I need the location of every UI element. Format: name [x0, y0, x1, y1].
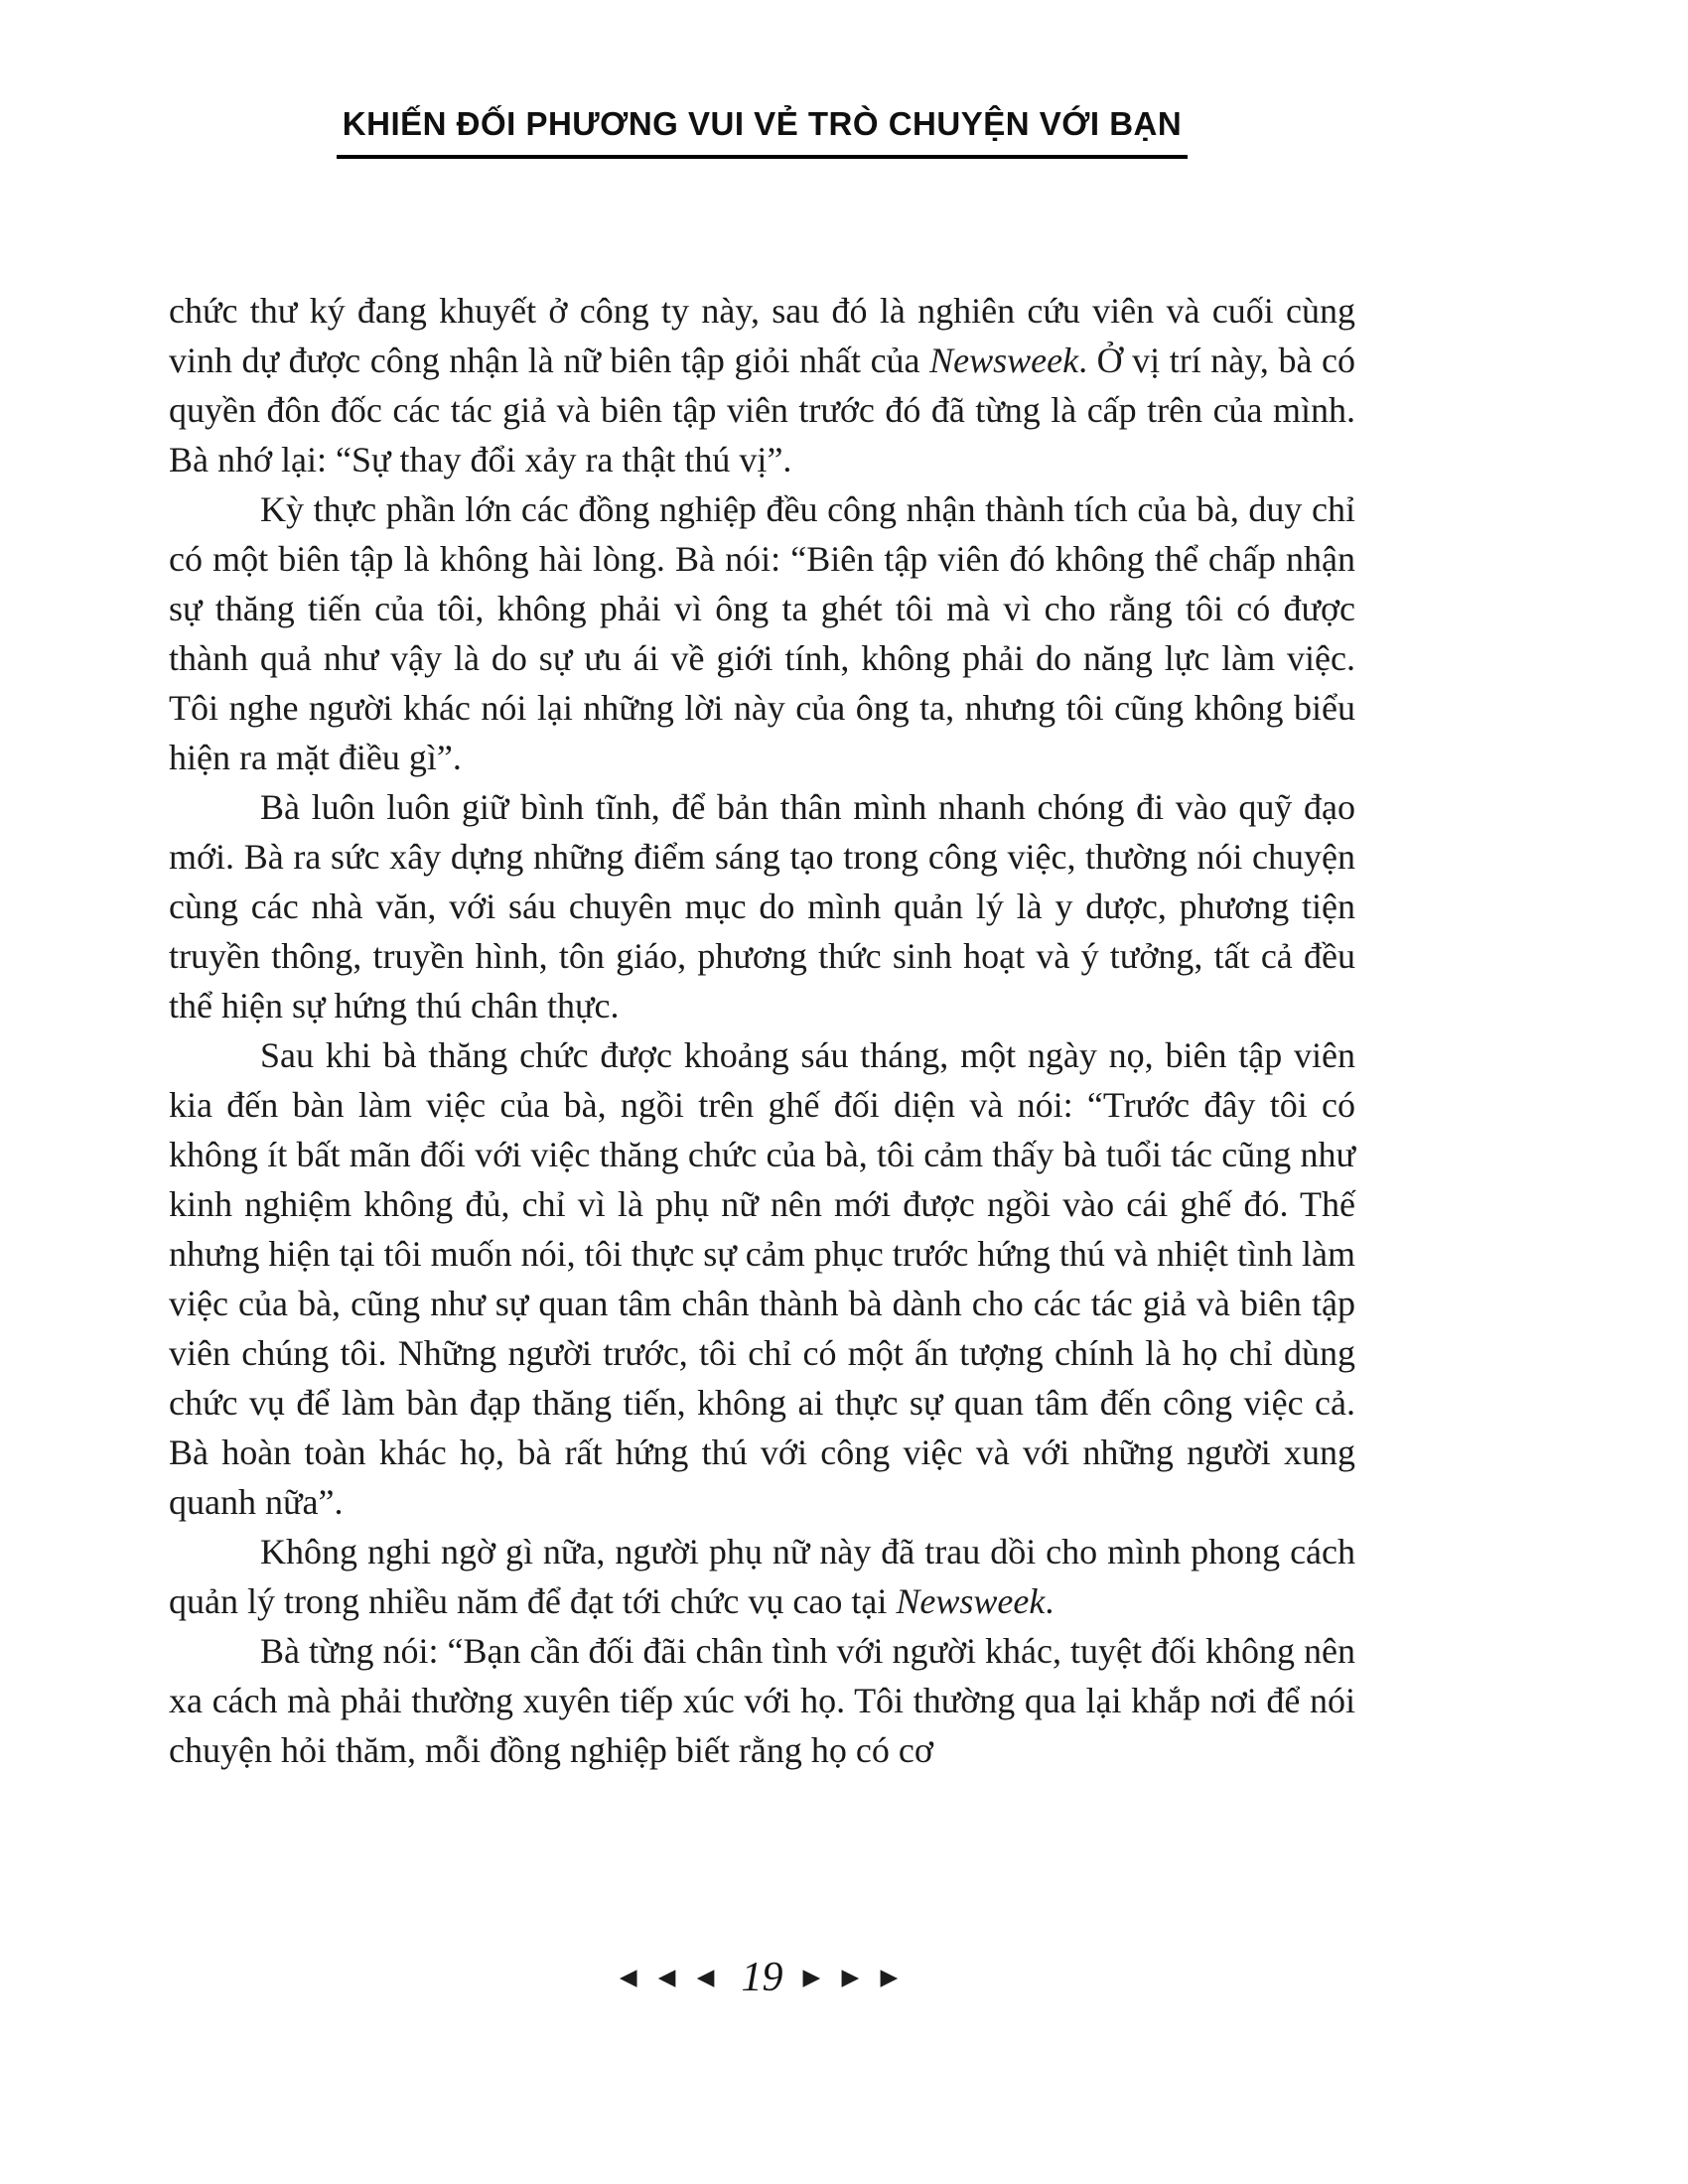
left-arrows-icon: ◀ ◀ ◀: [619, 1965, 722, 1990]
content-column: [169, 0, 1355, 1775]
text-run: Sau khi bà thăng chức được khoảng sáu tháng, một ngày nọ, biên tập viên kia đến bàn làm việc của bà, ngồi trên ghế đối diện và nói: “Trước đây tôi có không ít bất mãn đối với việc thăng chức của bà, tôi cảm thấy bà tuổi tác cũng như kinh nghiệm không đủ, chỉ vì là phụ nữ nên mới được ngồi vào cái ghế đó. Thế nhưng hiện tại tôi muốn nói, tôi thực sự cảm phục trước hứng thú và nhiệt tình làm việc của bà, cũng như sự quan tâm chân thành bà dành cho các tác giả và biên tập viên chúng tôi. Những người trước, tôi chỉ có một ấn tượng chính là họ chỉ dùng chức vụ để làm bàn đạp thăng tiến, không ai thực sự quan tâm đến công việc cả. Bà hoàn toàn khác họ, bà rất hứng thú với công việc và với những người xung quanh nữa”.: [169, 1035, 1355, 1522]
text-run: . Ở vị trí này, bà có quyền đôn đốc các tác giả và biên tập viên trước đó đã từng là cấp trên của mình. Bà nhớ lại: “Sự thay đổi xảy ra thật thú vị”.: [169, 341, 1355, 479]
italic-text-run: Newsweek: [896, 1581, 1046, 1621]
running-header: [169, 105, 1355, 159]
paragraph: [169, 286, 1355, 484]
page-number: 19: [741, 1955, 783, 2000]
body-text: [169, 286, 1355, 1775]
text-run: Bà từng nói: “Bạn cần đối đãi chân tình với người khác, tuyệt đối không nên xa cách mà phải thường xuyên tiếp xúc với họ. Tôi thường qua lại khắp nơi để nói chuyện hỏi thăm, mỗi đồng nghiệp biết rằng họ có cơ: [169, 1631, 1355, 1770]
text-run: .: [1045, 1581, 1055, 1621]
paragraph: [169, 1030, 1355, 1527]
text-run: chức thư ký đang khuyết ở công ty này, sau đó là nghiên cứu viên và cuối cùng vinh dự được công nhận là nữ biên tập giỏi nhất của: [169, 291, 1355, 380]
text-run: Kỳ thực phần lớn các đồng nghiệp đều công nhận thành tích của bà, duy chỉ có một biên tập là không hài lòng. Bà nói: “Biên tập viên đó không thể chấp nhận sự thăng tiến của tôi, không phải vì ông ta ghét tôi mà vì cho rằng tôi có được thành quả như vậy là do sự ưu ái về giới tính, không phải do năng lực làm việc. Tôi nghe người khác nói lại những lời này của ông ta, nhưng tôi cũng không biểu hiện ra mặt điều gì”.: [169, 489, 1355, 777]
paragraph: [169, 782, 1355, 1030]
italic-text-run: Newsweek: [929, 341, 1079, 380]
paragraph: [169, 1626, 1355, 1775]
text-run: Bà luôn luôn giữ bình tĩnh, để bản thân mình nhanh chóng đi vào quỹ đạo mới. Bà ra sức xây dựng những điểm sáng tạo trong công việc, thường nói chuyện cùng các nhà văn, với sáu chuyên mục do mình quản lý là y dược, phương tiện truyền thông, truyền hình, tôn giáo, phương thức sinh hoạt và ý tưởng, tất cả đều thể hiện sự hứng thú chân thực.: [169, 787, 1355, 1025]
text-run: Không nghi ngờ gì nữa, người phụ nữ này đã trau dồi cho mình phong cách quản lý trong nhiều năm để đạt tới chức vụ cao tại: [169, 1532, 1355, 1621]
right-arrows-icon: ▶ ▶ ▶: [802, 1965, 906, 1990]
page-footer: [169, 1954, 1355, 2001]
paragraph: [169, 484, 1355, 782]
page-title: KHIẾN ĐỐI PHƯƠNG VUI VẺ TRÒ CHUYỆN VỚI BẠN: [337, 105, 1188, 159]
paragraph: [169, 1527, 1355, 1626]
